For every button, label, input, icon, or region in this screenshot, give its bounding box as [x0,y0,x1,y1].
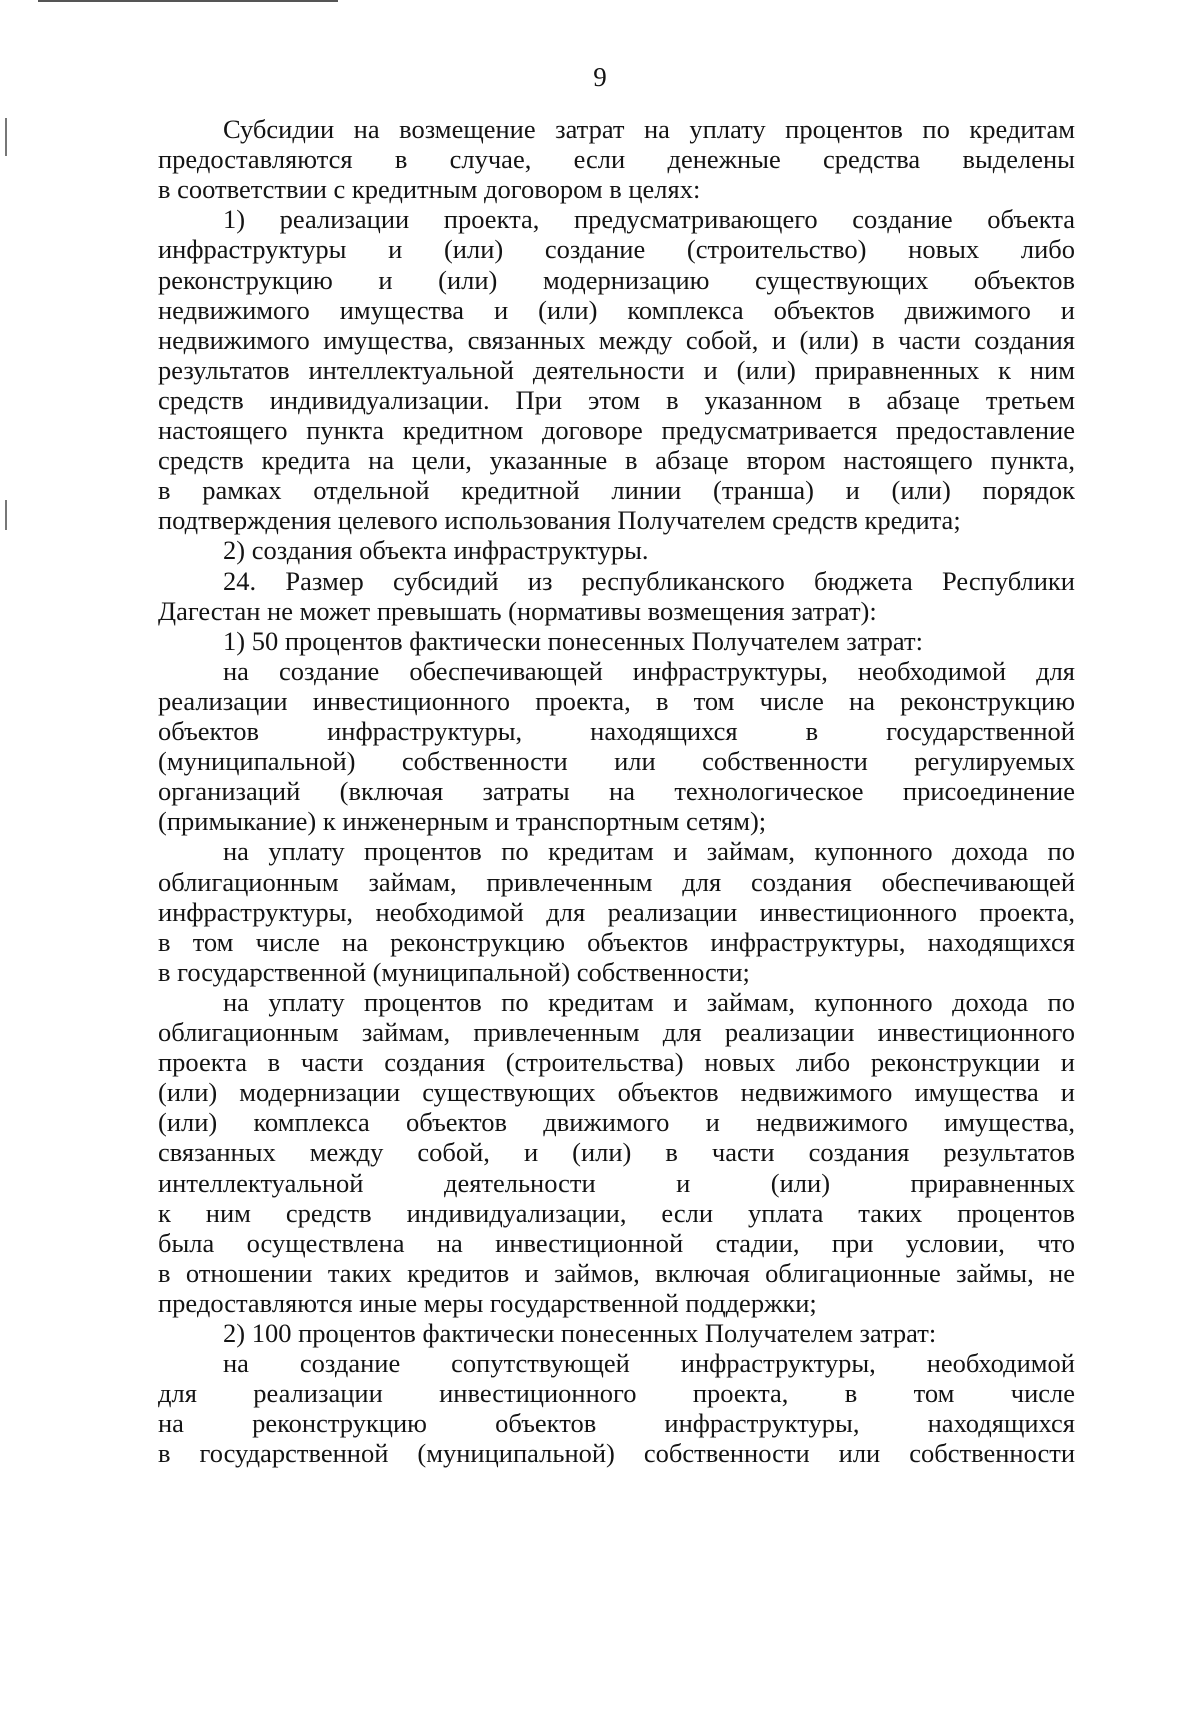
text-line: реализации инвестиционного проекта, в том числе на реконструкцию [158,685,1075,716]
text-line: в соответствии с кредитным договором в целях: [158,174,701,205]
text-line: предоставляются иные меры государственной поддержки; [158,1287,817,1318]
text-line: 1) реализации проекта, предусматривающего создание объекта [223,204,1075,235]
text-line: инфраструктуры и (или) создание (строительство) новых либо [158,234,1075,265]
text-line: облигационным займам, привлеченным для реализации инвестиционного [158,1017,1075,1047]
scan-edge-mark [5,118,7,156]
text-line: результатов интеллектуальной деятельности и (или) приравненных к ним [158,354,1075,385]
text-line: объектов инфраструктуры, находящихся в государственной [158,716,1075,746]
text-line: (муниципальной) собственности или собственности регулируемых [158,746,1075,777]
text-line: на уплату процентов по кредитам и займам, купонного дохода по [223,836,1075,867]
text-line: предоставляются в случае, если денежные средства выделены [158,144,1075,175]
text-line: 2) 100 процентов фактически понесенных Получателем затрат: [223,1318,937,1348]
text-line: связанных между собой, и (или) в части создания результатов [158,1137,1075,1168]
text-line: настоящего пункта кредитном договоре предусматривается предоставление [158,415,1075,445]
text-line: подтверждения целевого использования Получателем средств кредита; [158,505,961,536]
page-number: 9 [593,62,607,92]
text-line: на создание сопутствующей инфраструктуры, необходимой [223,1348,1075,1379]
text-line: 2) создания объекта инфраструктуры. [223,535,649,566]
text-line: в отношении таких кредитов и займов, включая облигационные займы, не [158,1257,1075,1288]
text-line: к ним средств индивидуализации, если уплата таких процентов [158,1197,1075,1228]
text-line: 24. Размер субсидий из республиканского бюджета Республики [223,565,1075,596]
text-line: (или) комплекса объектов движимого и недвижимого имущества, [158,1107,1075,1138]
text-line: в государственной (муниципальной) собственности или собственности [158,1438,1075,1469]
text-line: на реконструкцию объектов инфраструктуры, находящихся [158,1408,1075,1439]
text-line: в государственной (муниципальной) собственности; [158,956,750,987]
text-line: облигационным займам, привлеченным для создания обеспечивающей [158,866,1075,897]
text-line: недвижимого имущества и (или) комплекса объектов движимого и [158,294,1075,325]
text-line: (или) модернизации существующих объектов недвижимого имущества и [158,1077,1075,1108]
text-line: была осуществлена на инвестиционной стадии, при условии, что [158,1227,1075,1258]
text-line: реконструкцию и (или) модернизацию существующих объектов [158,264,1075,295]
text-line: в том числе на реконструкцию объектов инфраструктуры, находящихся [158,926,1075,957]
text-line: средств кредита на цели, указанные в абзаце втором настоящего пункта, [158,445,1075,476]
text-line: интеллектуальной деятельности и (или) приравненных [158,1167,1075,1198]
text-line: (примыкание) к инженерным и транспортным сетям); [158,806,767,837]
text-line: 1) 50 процентов фактически понесенных Получателем затрат: [223,625,923,656]
text-line: в рамках отдельной кредитной линии (транша) и (или) порядок [158,475,1075,506]
text-line: для реализации инвестиционного проекта, в том числе [158,1378,1075,1409]
text-line: организаций (включая затраты на технологическое присоединение [158,776,1075,807]
scan-edge-mark [38,0,338,2]
text-line: средств индивидуализации. При этом в указанном в абзаце третьем [158,384,1075,415]
text-line: на уплату процентов по кредитам и займам, купонного дохода по [223,986,1075,1017]
text-line: Субсидии на возмещение затрат на уплату процентов по кредитам [223,114,1075,144]
text-line: проекта в части создания (строительства) новых либо реконструкции и [158,1047,1075,1078]
text-line: на создание обеспечивающей инфраструктуры, необходимой для [223,655,1075,686]
text-line: Дагестан не может превышать (нормативы возмещения затрат): [158,595,877,626]
scan-edge-mark [5,500,7,530]
text-line: недвижимого имущества, связанных между собой, и (или) в части создания [158,324,1075,355]
text-line: инфраструктуры, необходимой для реализации инвестиционного проекта, [158,896,1075,927]
